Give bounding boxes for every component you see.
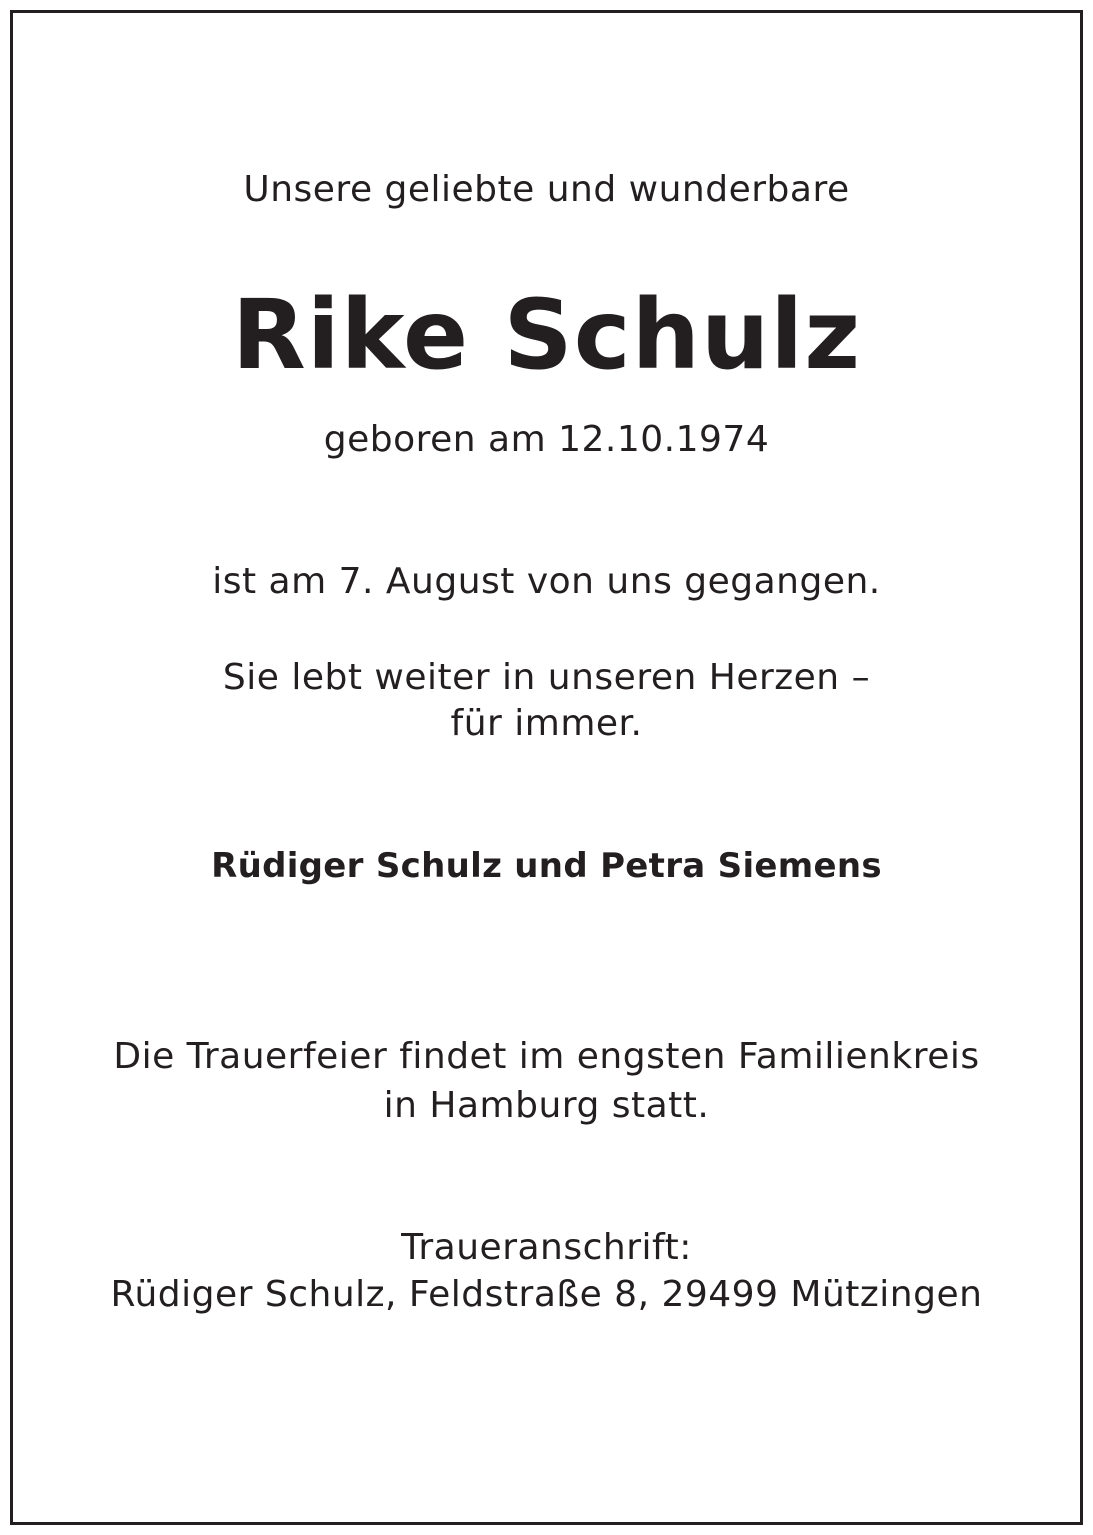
deceased-name: Rike Schulz [231, 279, 862, 391]
funeral-service-line-2: in Hamburg statt. [383, 1085, 710, 1126]
passing-text: ist am 7. August von uns gegangen. [212, 561, 881, 602]
verse-line-2: für immer. [450, 703, 643, 744]
birth-date-text: geboren am 12.10.1974 [323, 419, 770, 460]
verse-line-1: Sie lebt weiter in unseren Herzen – [222, 657, 871, 698]
intro-text: Unsere geliebte und wunderbare [243, 169, 850, 210]
funeral-service-line-1: Die Trauerfeier findet im engsten Familienkreis [113, 1036, 980, 1077]
mourning-address: Rüdiger Schulz, Feldstraße 8, 29499 Mützingen [110, 1274, 983, 1315]
mourning-address-label: Traueranschrift: [401, 1227, 692, 1268]
mourners-names: Rüdiger Schulz und Petra Siemens [211, 846, 882, 886]
